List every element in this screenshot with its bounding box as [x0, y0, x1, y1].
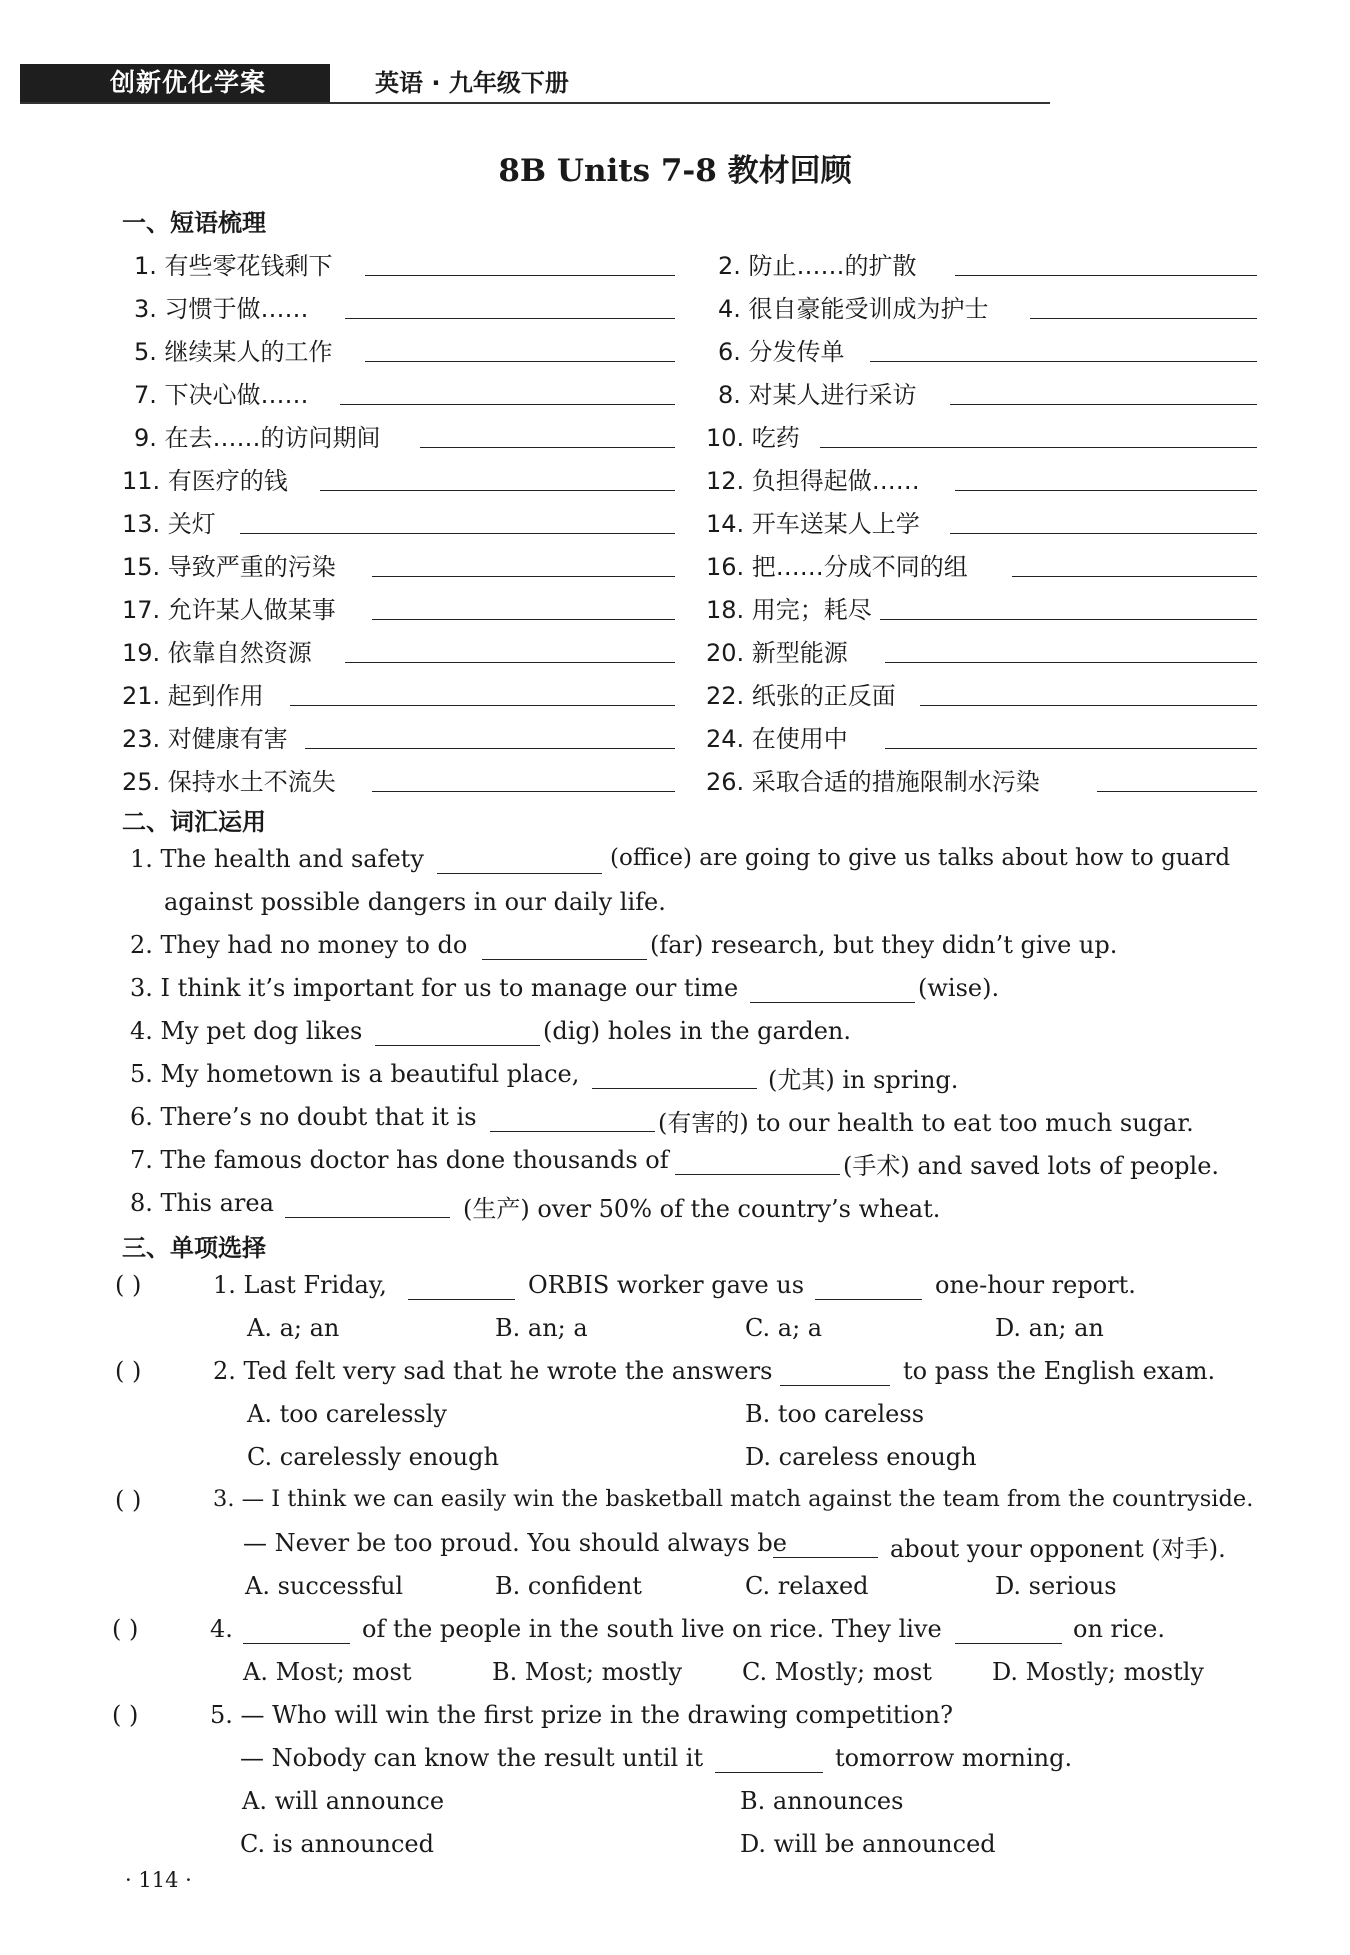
answer-blank	[1097, 791, 1257, 792]
answer-blank	[482, 959, 647, 960]
option-d: D. Mostly; mostly	[992, 1658, 1204, 1686]
option-b: B. Most; mostly	[492, 1658, 682, 1686]
option-d: D. an; an	[995, 1314, 1104, 1342]
phrase-item: 19. 依靠自然资源	[122, 639, 312, 667]
phrase-item: 12. 负担得起做……	[706, 467, 920, 495]
option-b: B. announces	[740, 1787, 904, 1815]
mc-q3-line1: 3. — I think we can easily win the basketball match against the team from the countryside.	[213, 1486, 1254, 1512]
brand-banner: 创新优化学案	[20, 64, 330, 102]
option-a: A. Most; most	[243, 1658, 412, 1686]
option-b: B. an; a	[495, 1314, 588, 1342]
phrase-item: 17. 允许某人做某事	[122, 596, 336, 624]
mc-q4-number: 4.	[210, 1615, 233, 1643]
answer-blank	[285, 1217, 450, 1218]
option-b: B. confident	[495, 1572, 642, 1600]
vocab-q8-start: 8. This area	[130, 1189, 274, 1217]
option-a: A. successful	[245, 1572, 404, 1600]
option-d: D. serious	[995, 1572, 1117, 1600]
option-d: D. careless enough	[745, 1443, 977, 1471]
vocab-q1-start: 1. The health and safety	[130, 845, 424, 873]
mc-q5-end: tomorrow morning.	[835, 1744, 1073, 1772]
phrase-item: 11. 有医疗的钱	[122, 467, 288, 495]
phrase-item: 8. 对某人进行采访	[718, 381, 917, 409]
section2-heading: 二、词汇运用	[122, 808, 266, 836]
vocab-q3-end: (wise).	[918, 974, 1000, 1002]
answer-blank	[675, 1174, 840, 1175]
answer-blank	[408, 1299, 515, 1300]
mc-q2-start: 2. Ted felt very sad that he wrote the answers	[213, 1357, 773, 1385]
answer-blank	[920, 705, 1257, 706]
answer-blank	[372, 791, 675, 792]
mc-q3-line2: — Never be too proud. You should always be	[243, 1529, 787, 1557]
option-b: B. too careless	[745, 1400, 925, 1428]
phrase-item: 24. 在使用中	[706, 725, 848, 753]
answer-parentheses: ( )	[112, 1701, 139, 1729]
mc-q1-end: one-hour report.	[935, 1271, 1136, 1299]
answer-blank	[715, 1772, 823, 1773]
answer-blank	[870, 361, 1257, 362]
answer-blank	[240, 533, 675, 534]
phrase-item: 18. 用完；耗尽	[706, 596, 872, 624]
mc-q4-middle: of the people in the south live on rice. They live	[362, 1615, 942, 1643]
answer-blank	[780, 1385, 890, 1386]
option-c: C. is announced	[240, 1830, 434, 1858]
answer-blank	[773, 1557, 878, 1558]
mc-q4-end: on rice.	[1073, 1615, 1165, 1643]
phrase-item: 7. 下决心做……	[134, 381, 309, 409]
vocab-q4-end: (dig) holes in the garden.	[543, 1017, 851, 1045]
answer-blank	[592, 1088, 757, 1089]
answer-blank	[345, 318, 675, 319]
answer-blank	[305, 748, 675, 749]
answer-blank	[750, 1002, 915, 1003]
page-number: · 114 ·	[125, 1868, 192, 1892]
phrase-item: 4. 很自豪能受训成为护士	[718, 295, 989, 323]
mc-q1-start: 1. Last Friday,	[213, 1271, 387, 1299]
subject-title: 英语 · 九年级下册	[375, 69, 569, 97]
answer-blank	[375, 1045, 540, 1046]
phrase-item: 25. 保持水土不流失	[122, 768, 336, 796]
option-a: A. too carelessly	[247, 1400, 447, 1428]
phrase-item: 14. 开车送某人上学	[706, 510, 920, 538]
section1-heading: 一、短语梳理	[122, 209, 266, 237]
answer-blank	[950, 404, 1257, 405]
answer-blank	[365, 361, 675, 362]
vocab-q4-start: 4. My pet dog likes	[130, 1017, 363, 1045]
option-c: C. Mostly; most	[742, 1658, 932, 1686]
phrase-item: 1. 有些零花钱剩下	[134, 252, 333, 280]
answer-blank	[345, 662, 675, 663]
answer-blank	[340, 404, 675, 405]
answer-blank	[290, 705, 675, 706]
phrase-item: 21. 起到作用	[122, 682, 264, 710]
phrase-item: 5. 继续某人的工作	[134, 338, 333, 366]
answer-parentheses: ( )	[115, 1357, 142, 1385]
answer-blank	[885, 662, 1257, 663]
option-c: C. relaxed	[745, 1572, 869, 1600]
phrase-item: 16. 把……分成不同的组	[706, 553, 968, 581]
mc-q5-line1: 5. — Who will win the first prize in the drawing competition?	[210, 1701, 953, 1729]
phrase-item: 22. 纸张的正反面	[706, 682, 896, 710]
answer-blank	[420, 447, 675, 448]
answer-blank	[1030, 318, 1257, 319]
answer-blank	[437, 873, 602, 874]
phrase-item: 15. 导致严重的污染	[122, 553, 336, 581]
mc-q5-line2: — Nobody can know the result until it	[240, 1744, 704, 1772]
answer-blank	[955, 1643, 1062, 1644]
vocab-q7-start: 7. The famous doctor has done thousands of	[130, 1146, 669, 1174]
answer-blank	[1012, 576, 1257, 577]
phrase-item: 6. 分发传单	[718, 338, 845, 366]
vocab-q7-end: (手术) and saved lots of people.	[843, 1152, 1220, 1180]
phrase-item: 9. 在去……的访问期间	[134, 424, 381, 452]
phrase-item: 3. 习惯于做……	[134, 295, 309, 323]
mc-q2-end: to pass the English exam.	[903, 1357, 1216, 1385]
option-c: C. a; a	[745, 1314, 823, 1342]
vocab-q2-start: 2. They had no money to do	[130, 931, 468, 959]
answer-blank	[365, 275, 675, 276]
vocab-q3-start: 3. I think it’s important for us to manage our time	[130, 974, 739, 1002]
answer-blank	[820, 447, 1257, 448]
option-a: A. will announce	[242, 1787, 445, 1815]
mc-q3-end: about your opponent (对手).	[890, 1535, 1226, 1563]
vocab-q5-start: 5. My hometown is a beautiful place,	[130, 1060, 580, 1088]
answer-blank	[955, 275, 1257, 276]
option-d: D. will be announced	[740, 1830, 996, 1858]
vocab-q1-cont: against possible dangers in our daily life.	[164, 888, 666, 916]
answer-blank	[950, 533, 1257, 534]
answer-parentheses: ( )	[115, 1486, 142, 1514]
answer-blank	[815, 1299, 922, 1300]
answer-blank	[372, 619, 675, 620]
answer-blank	[490, 1131, 655, 1132]
phrase-item: 10. 吃药	[706, 424, 800, 452]
vocab-q8-end: (生产) over 50% of the country’s wheat.	[463, 1195, 941, 1223]
vocab-q6-start: 6. There’s no doubt that it is	[130, 1103, 477, 1131]
phrase-item: 23. 对健康有害	[122, 725, 288, 753]
answer-parentheses: ( )	[115, 1271, 142, 1299]
page-title: 8B Units 7-8 教材回顾	[498, 153, 852, 189]
answer-blank	[880, 619, 1257, 620]
phrase-item: 13. 关灯	[122, 510, 216, 538]
answer-parentheses: ( )	[112, 1615, 139, 1643]
vocab-q2-end: (far) research, but they didn’t give up.	[650, 931, 1118, 959]
phrase-item: 26. 采取合适的措施限制水污染	[706, 768, 1040, 796]
answer-blank	[372, 576, 675, 577]
answer-blank	[885, 748, 1257, 749]
phrase-item: 20. 新型能源	[706, 639, 848, 667]
header-divider	[20, 102, 1050, 104]
mc-q1-middle: ORBIS worker gave us	[528, 1271, 805, 1299]
option-c: C. carelessly enough	[247, 1443, 499, 1471]
section3-heading: 三、单项选择	[122, 1234, 266, 1262]
answer-blank	[955, 490, 1257, 491]
answer-blank	[320, 490, 675, 491]
vocab-q6-end: (有害的) to our health to eat too much sugar.	[658, 1109, 1194, 1137]
vocab-q1-end: (office) are going to give us talks about how to guard	[610, 845, 1231, 871]
vocab-q5-end: (尤其) in spring.	[768, 1066, 959, 1094]
phrase-item: 2. 防止……的扩散	[718, 252, 917, 280]
option-a: A. a; an	[247, 1314, 340, 1342]
answer-blank	[243, 1643, 350, 1644]
